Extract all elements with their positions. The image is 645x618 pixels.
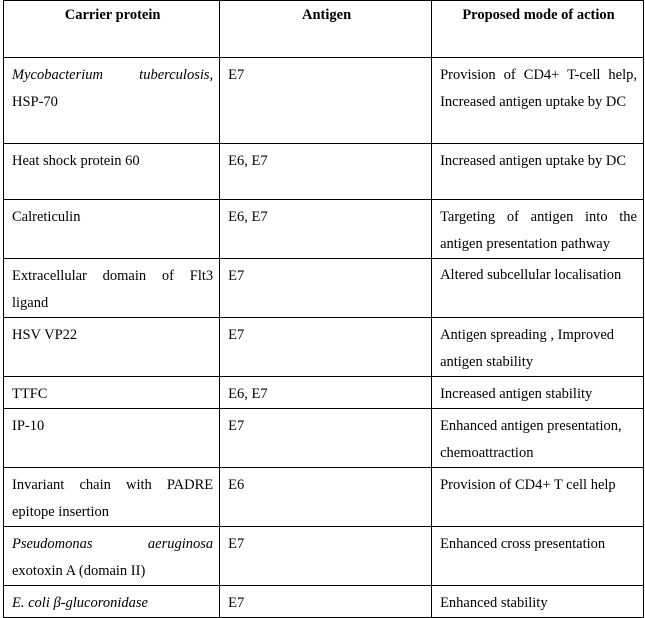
action-cell: Altered subcellular localisation: [432, 259, 644, 318]
antigen-cell: E7: [220, 527, 432, 586]
action-cell: Provision of CD4+ T-cell help, Increased antigen uptake by DC: [432, 58, 644, 144]
table-row: [4, 58, 644, 144]
action-cell: Targeting of antigen into the antigen presentation pathway: [432, 200, 644, 259]
table-row: [4, 409, 644, 468]
carrier-cell: Extracellular domain of Flt3 ligand: [4, 259, 220, 318]
antigen-cell: E6, E7: [220, 200, 432, 259]
action-cell: Enhanced cross presentation: [432, 527, 644, 586]
header-carrier-protein: Carrier protein: [4, 1, 220, 58]
carrier-italic: Pseudomonas aeruginosa: [12, 536, 214, 552]
carrier-italic: Mycobacterium tuberculosis,: [12, 67, 214, 83]
antigen-cell: E7: [220, 318, 432, 377]
action-cell: Enhanced antigen presentation, chemoattraction: [432, 409, 644, 468]
carrier-cell: [4, 586, 220, 618]
table-row: [4, 586, 644, 618]
antigen-cell: E7: [220, 586, 432, 618]
antigen-cell: E7: [220, 58, 432, 144]
table-row: [4, 468, 644, 527]
antigen-cell: E6: [220, 468, 432, 527]
action-cell: Antigen spreading , Improved antigen stability: [432, 318, 644, 377]
carrier-cell: [4, 527, 220, 586]
carrier-cell: [4, 58, 220, 144]
action-cell: Increased antigen uptake by DC: [432, 144, 644, 200]
antigen-cell: E6, E7: [220, 377, 432, 409]
header-mode-of-action: Proposed mode of action: [432, 1, 644, 58]
carrier-cell: TTFC: [4, 377, 220, 409]
carrier-protein-table: [3, 0, 644, 618]
carrier-cell: IP-10: [4, 409, 220, 468]
table-row: [4, 200, 644, 259]
carrier-cell: Heat shock protein 60: [4, 144, 220, 200]
action-cell: Increased antigen stability: [432, 377, 644, 409]
carrier-rest: HSP-70: [12, 94, 58, 110]
carrier-cell: Invariant chain with PADRE epitope insertion: [4, 468, 220, 527]
carrier-cell: HSV VP22: [4, 318, 220, 377]
antigen-cell: E6, E7: [220, 144, 432, 200]
table-row: [4, 377, 644, 409]
table-row: [4, 527, 644, 586]
table-row: [4, 144, 644, 200]
header-row: [4, 1, 644, 58]
action-cell: Provision of CD4+ T cell help: [432, 468, 644, 527]
carrier-rest: exotoxin A (domain II): [12, 563, 146, 579]
antigen-cell: E7: [220, 409, 432, 468]
carrier-italic: E. coli β-glucoronidase: [12, 595, 148, 611]
carrier-cell: Calreticulin: [4, 200, 220, 259]
action-cell: Enhanced stability: [432, 586, 644, 618]
header-antigen: Antigen: [220, 1, 432, 58]
table-row: [4, 259, 644, 318]
antigen-cell: E7: [220, 259, 432, 318]
table-row: [4, 318, 644, 377]
